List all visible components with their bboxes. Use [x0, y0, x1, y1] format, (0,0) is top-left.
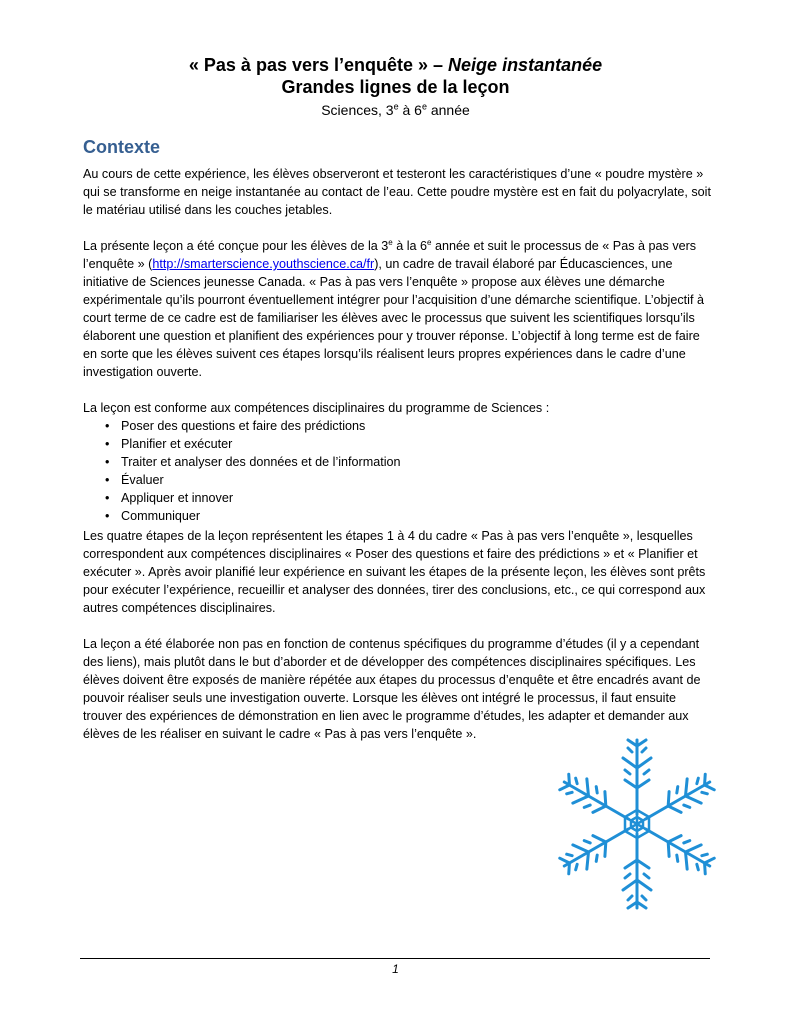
document-title [0, 54, 791, 76]
list-item: • Évaluer [83, 471, 713, 489]
paragraph-intro: Au cours de cette expérience, les élèves observeront et testeront les caractéristiques d’une « poudre mystère » qui se transforme en neige instantanée au contact de l’eau. Cette poudre mystère est en fait du polyacrylate, soit le matériau utilisé dans les couches jetables. [83, 167, 711, 217]
grade-text-c: année [426, 102, 470, 118]
document-body [83, 165, 713, 761]
smarterscience-link[interactable]: http://smarterscience.youthscience.ca/fr [152, 257, 375, 271]
list-item: • Appliquer et innover [83, 489, 713, 507]
section-heading-contexte: Contexte [83, 137, 161, 157]
paragraph-approach: La leçon a été élaborée non pas en fonction de contenus spécifiques du programme d’études (il y a cependant des liens), mais plutôt dans le but d’aborder et de développer des compétences disciplinaires spécifiques. Les élèves doivent être exposés de manière répétée aux étapes du processus d’enquête et être encadrés avant de pouvoir réaliser seuls une investigation ouverte. Lorsque les élèves ont intégré le processus, il faut ensuite trouver des expériences de démonstration en lien avec le programme d’études, les adapter et demander aux élèves de les réaliser en suivant le cadre « Pas à pas vers l’enquête ». [83, 637, 701, 741]
footer-divider [80, 958, 710, 959]
grade-text-b: à 6 [398, 102, 422, 118]
title-italic: Neige instantanée [448, 55, 603, 75]
paragraph-framework-text-c: année et suit le processus de « Pas à pas vers l’enquête » ( [83, 239, 697, 271]
title-block [0, 54, 791, 120]
paragraph-framework [83, 237, 713, 381]
title-text: « Pas à pas vers l’enquête » – [188, 55, 449, 75]
grade-text-a: Sciences, 3 [321, 102, 394, 118]
paragraph-framework-text-a: La présente leçon a été conçue pour les élèves de la 3 [83, 239, 389, 253]
grade-sup-2: e [421, 101, 427, 112]
paragraph-steps: Les quatre étapes de la leçon représentent les étapes 1 à 4 du cadre « Pas à pas vers l’enquête », lesquelles correspondent aux compétences disciplinaires « Poser des questions et faire des prédictions » et « Planifier et exécuter ». Après avoir planifié leur expérience en suivant les étapes de la présente leçon, les élèves sont prêts pour exécuter l’expérience, recueillir et analyser des données, tirer des conclusions, etc., ce qui correspond aux autres compétences disciplinaires. [83, 529, 706, 615]
grade-range [0, 100, 791, 120]
page-number: 1 [392, 962, 399, 976]
list-item: • Poser des questions et faire des prédictions [83, 417, 713, 435]
grade-sup-1: e [393, 101, 399, 112]
skills-list [83, 417, 713, 525]
list-item: • Communiquer [83, 507, 713, 525]
document-subtitle: Grandes lignes de la leçon [281, 77, 510, 97]
paragraph-framework-text-d: ), un cadre de travail élaboré par Éducasciences, une initiative de Sciences jeunesse Canada. « Pas à pas vers l’enquête » propose aux élèves une démarche expérimentale qu’ils pourront éventuellement intégrer pour l’acquisition d’une démarche scientifique. L’objectif à court terme de ce cadre est de familiariser les élèves avec le processus que suivent les scientifiques lorsqu’ils élaborent une question et planifient des expériences pour y trouver réponse. L’objectif à long terme est de faire en sorte que les élèves suivent ces étapes lorsqu’ils réalisent leurs propres expériences dans le cadre d’une investigation ouverte. [83, 257, 704, 379]
list-item: • Planifier et exécuter [83, 435, 713, 453]
paragraph-framework-text-b: à la 6 [392, 239, 428, 253]
paragraph-skills-intro: La leçon est conforme aux compétences disciplinaires du programme de Sciences : [83, 401, 550, 415]
list-item: • Traiter et analyser des données et de l’information [83, 453, 713, 471]
paragraph-framework-sup-1: e [388, 237, 393, 247]
paragraph-framework-sup-2: e [427, 237, 432, 247]
snowflake-icon [552, 736, 722, 912]
